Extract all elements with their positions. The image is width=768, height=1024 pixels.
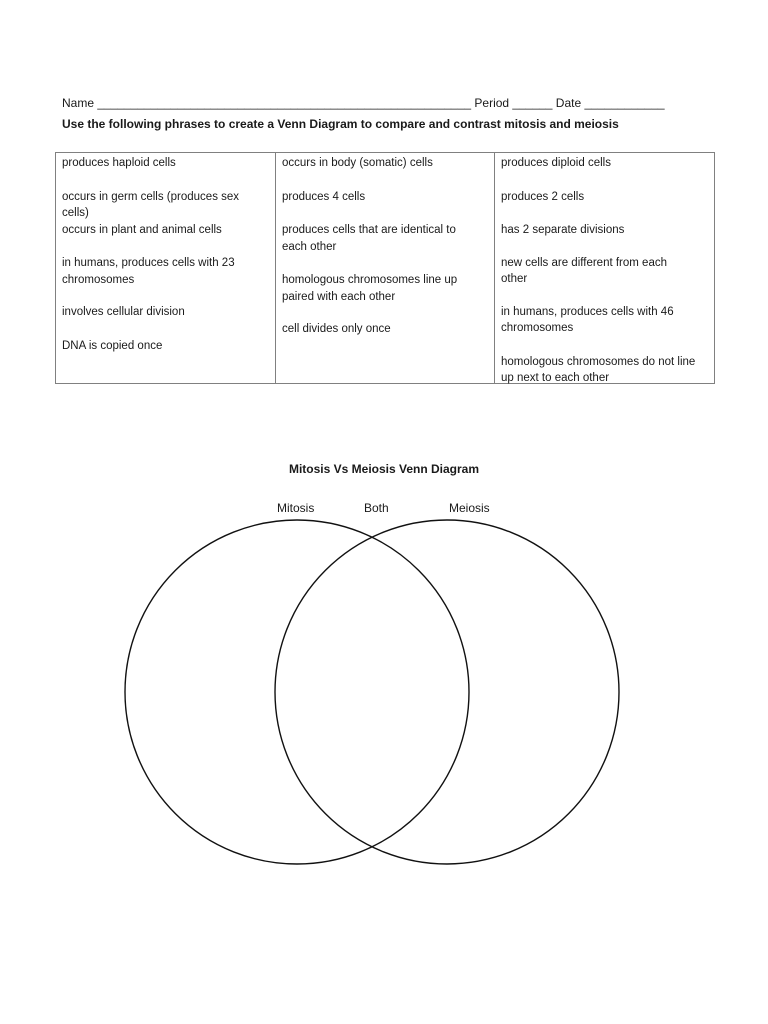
phrase-column-3 [495,153,714,383]
phrase: homologous chromosomes do not line up next to each other [501,355,696,384]
venn-title: Mitosis Vs Meiosis Venn Diagram [288,462,480,476]
venn-diagram [0,455,768,885]
phrase: new cells are different from each other [501,256,667,285]
instructions: Use the following phrases to create a Venn Diagram to compare and contrast mitosis and meiosis [62,117,619,131]
phrase: occurs in body (somatic) cells [282,157,433,169]
meiosis-circle [275,520,619,864]
phrase: produces haploid cells [62,157,176,169]
phrase: involves cellular division [62,306,185,318]
meiosis-label: Meiosis [449,501,490,515]
phrase: produces cells that are identical to each other [282,224,456,253]
phrase: homologous chromosomes line up paired with each other [282,274,458,303]
phrase-column-1 [56,153,276,383]
name-period-date-line: Name ________________________________________________________ Period ______ Date ____________ [62,96,665,110]
phrase-table [55,152,715,384]
phrase: in humans, produces cells with 46 chromosomes [501,305,674,334]
venn-circles [0,455,768,885]
both-label: Both [364,501,389,515]
phrase: occurs in plant and animal cells [62,223,222,236]
phrase: occurs in germ cells (produces sex cells) [62,190,240,219]
phrase: produces 4 cells [282,190,366,203]
phrase: produces 2 cells [501,190,585,203]
phrase: DNA is copied once [62,339,163,352]
phrase: produces diploid cells [501,157,611,169]
phrase: in humans, produces cells with 23 chromosomes [62,257,235,286]
mitosis-circle [125,520,469,864]
phrase: has 2 separate divisions [501,224,625,236]
mitosis-label: Mitosis [277,501,315,515]
phrase: cell divides only once [282,323,391,335]
phrase-column-2 [276,153,495,383]
